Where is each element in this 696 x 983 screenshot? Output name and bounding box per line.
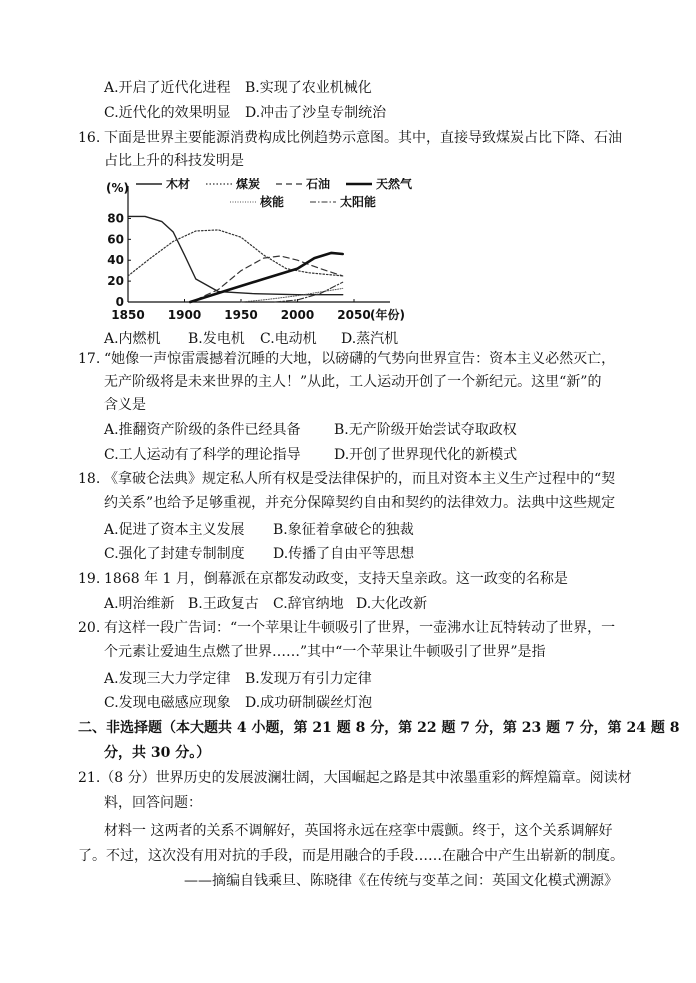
q15-option-a: A.开启了近代化进程 bbox=[104, 80, 231, 96]
q15-option-c: C.近代化的效果明显 bbox=[104, 105, 231, 121]
q20-option-d: D.成功研制碳丝灯泡 bbox=[245, 695, 373, 711]
q18-option-d: D.传播了自由平等思想 bbox=[273, 546, 415, 562]
q16-number: 16. bbox=[78, 130, 101, 146]
q21-line1: 21.（8 分）世界历史的发展波澜壮阔，大国崛起之路是其中浓墨重彩的辉煌篇章。阅读材 bbox=[78, 770, 632, 786]
q17-number: 17. bbox=[78, 351, 101, 367]
x-tick-label: 2050 bbox=[337, 308, 371, 322]
q21-line2: 料，回答问题： bbox=[104, 795, 202, 811]
q20-number: 20. bbox=[78, 620, 101, 636]
y-tick-label: 40 bbox=[107, 253, 124, 268]
q20-option-c: C.发现电磁感应现象 bbox=[104, 695, 231, 711]
q18-option-a: A.促进了资本主义发展 bbox=[104, 522, 245, 538]
q19-option-c: C.辞官纳地 bbox=[273, 596, 344, 612]
x-tick-label: 1850 bbox=[111, 308, 145, 322]
q20-stem-line1: 有这样一段广告词：“一个苹果让牛顿吸引了世界，一壶沸水让瓦特转动了世界，一 bbox=[104, 620, 616, 636]
legend-label-3: 石油 bbox=[306, 178, 331, 191]
q18-option-c: C.强化了封建专制制度 bbox=[104, 546, 245, 562]
y-tick-label: 20 bbox=[107, 274, 124, 289]
x-tick-label: 2000 bbox=[280, 308, 315, 322]
q17-stem-line3: 含义是 bbox=[104, 397, 146, 413]
q18-option-b: B.象征着拿破仑的独裁 bbox=[273, 522, 414, 538]
energy-consumption-chart bbox=[104, 178, 464, 328]
legend-label-1: 木材 bbox=[166, 178, 191, 191]
q16-stem-line1: 下面是世界主要能源消费构成比例趋势示意图。其中，直接导致煤炭占比下降、石油 bbox=[104, 130, 622, 146]
q18-stem-line1: 《拿破仑法典》规定私人所有权是受法律保护的，而且对资本主义生产过程中的“契 bbox=[104, 471, 616, 487]
y-tick-label: 0 bbox=[115, 295, 124, 309]
q21-material-line2: 了。不过，这次没有用对抗的手段，而是用融合的手段……在融合中产生出崭新的制度。 bbox=[78, 848, 624, 864]
x-tick-label: 1950 bbox=[224, 308, 258, 322]
y-axis-label: (%) bbox=[106, 181, 129, 195]
q21-material-line1: 材料一 这两者的关系不调解好，英国将永远在痉挛中震颤。终于，这个关系调解好 bbox=[104, 823, 613, 839]
legend-label-5: 核能 bbox=[260, 195, 285, 209]
q19-option-b: B.王政复古 bbox=[188, 596, 259, 612]
x-tick-label: 1900 bbox=[167, 308, 202, 322]
series-line-1 bbox=[128, 216, 343, 294]
q17-stem-line2: 无产阶级将是未来世界的主人！”从此，工人运动开创了一个新纪元。这里“新”的 bbox=[104, 374, 602, 390]
q19-number: 19. bbox=[78, 571, 101, 587]
q17-option-c: C.工人运动有了科学的理论指导 bbox=[104, 447, 301, 463]
y-tick-label: 80 bbox=[107, 211, 124, 226]
q16-option-c: C.电动机 bbox=[260, 331, 317, 347]
q20-option-b: B.发现万有引力定律 bbox=[245, 671, 372, 687]
q19-option-a: A.明治维新 bbox=[104, 596, 175, 612]
q19-option-d: D.大化改新 bbox=[356, 596, 428, 612]
legend-label-6: 太阳能 bbox=[340, 195, 377, 209]
section2-heading-line1: 二、非选择题（本大题共 4 小题，第 21 题 8 分，第 22 题 7 分，第 23 题 7 分，第 24 题 8 bbox=[78, 720, 680, 736]
q19-stem-line1: 1868 年 1 月，倒幕派在京都发动政变，支持天皇亲政。这一政变的名称是 bbox=[104, 571, 568, 587]
q16-option-b: B.发电机 bbox=[188, 331, 245, 347]
y-tick-label: 60 bbox=[107, 232, 124, 247]
q16-option-a: A.内燃机 bbox=[104, 331, 161, 347]
q20-option-a: A.发现三大力学定律 bbox=[104, 671, 231, 687]
q17-option-d: D.开创了世界现代化的新模式 bbox=[334, 447, 518, 463]
q17-option-a: A.推翻资产阶级的条件已经具备 bbox=[104, 422, 301, 438]
q17-option-b: B.无产阶级开始尝试夺取政权 bbox=[334, 422, 517, 438]
section2-heading-line2: 分，共 30 分。） bbox=[104, 745, 211, 761]
series-line-6 bbox=[275, 282, 343, 302]
legend-label-4: 天然气 bbox=[376, 178, 413, 191]
q15-option-d: D.冲击了沙皇专制统治 bbox=[245, 105, 387, 121]
x-axis-label: (年份) bbox=[370, 308, 405, 322]
q17-stem-line1: “她像一声惊雷震撼着沉睡的大地，以磅礴的气势向世界宣告：资本主义必然灭亡， bbox=[104, 351, 616, 367]
q16-stem-line2: 占比上升的科技发明是 bbox=[104, 153, 244, 169]
q18-number: 18. bbox=[78, 471, 101, 487]
legend-label-2: 煤炭 bbox=[236, 178, 261, 191]
q15-option-b: B.实现了农业机械化 bbox=[245, 80, 372, 96]
series-line-2 bbox=[128, 230, 343, 276]
q18-stem-line2: 约关系”也给予足够重视，并充分保障契约自由和契约的法律效力。法典中这些规定 bbox=[104, 495, 616, 511]
q20-stem-line2: 个元素让爱迪生点燃了世界……”其中“一个苹果让牛顿吸引了世界”是指 bbox=[104, 644, 546, 660]
q21-source: ——摘编自钱乘旦、陈晓律《在传统与变革之间：英国文化模式溯源》 bbox=[184, 873, 618, 889]
q16-option-d: D.蒸汽机 bbox=[341, 331, 399, 347]
